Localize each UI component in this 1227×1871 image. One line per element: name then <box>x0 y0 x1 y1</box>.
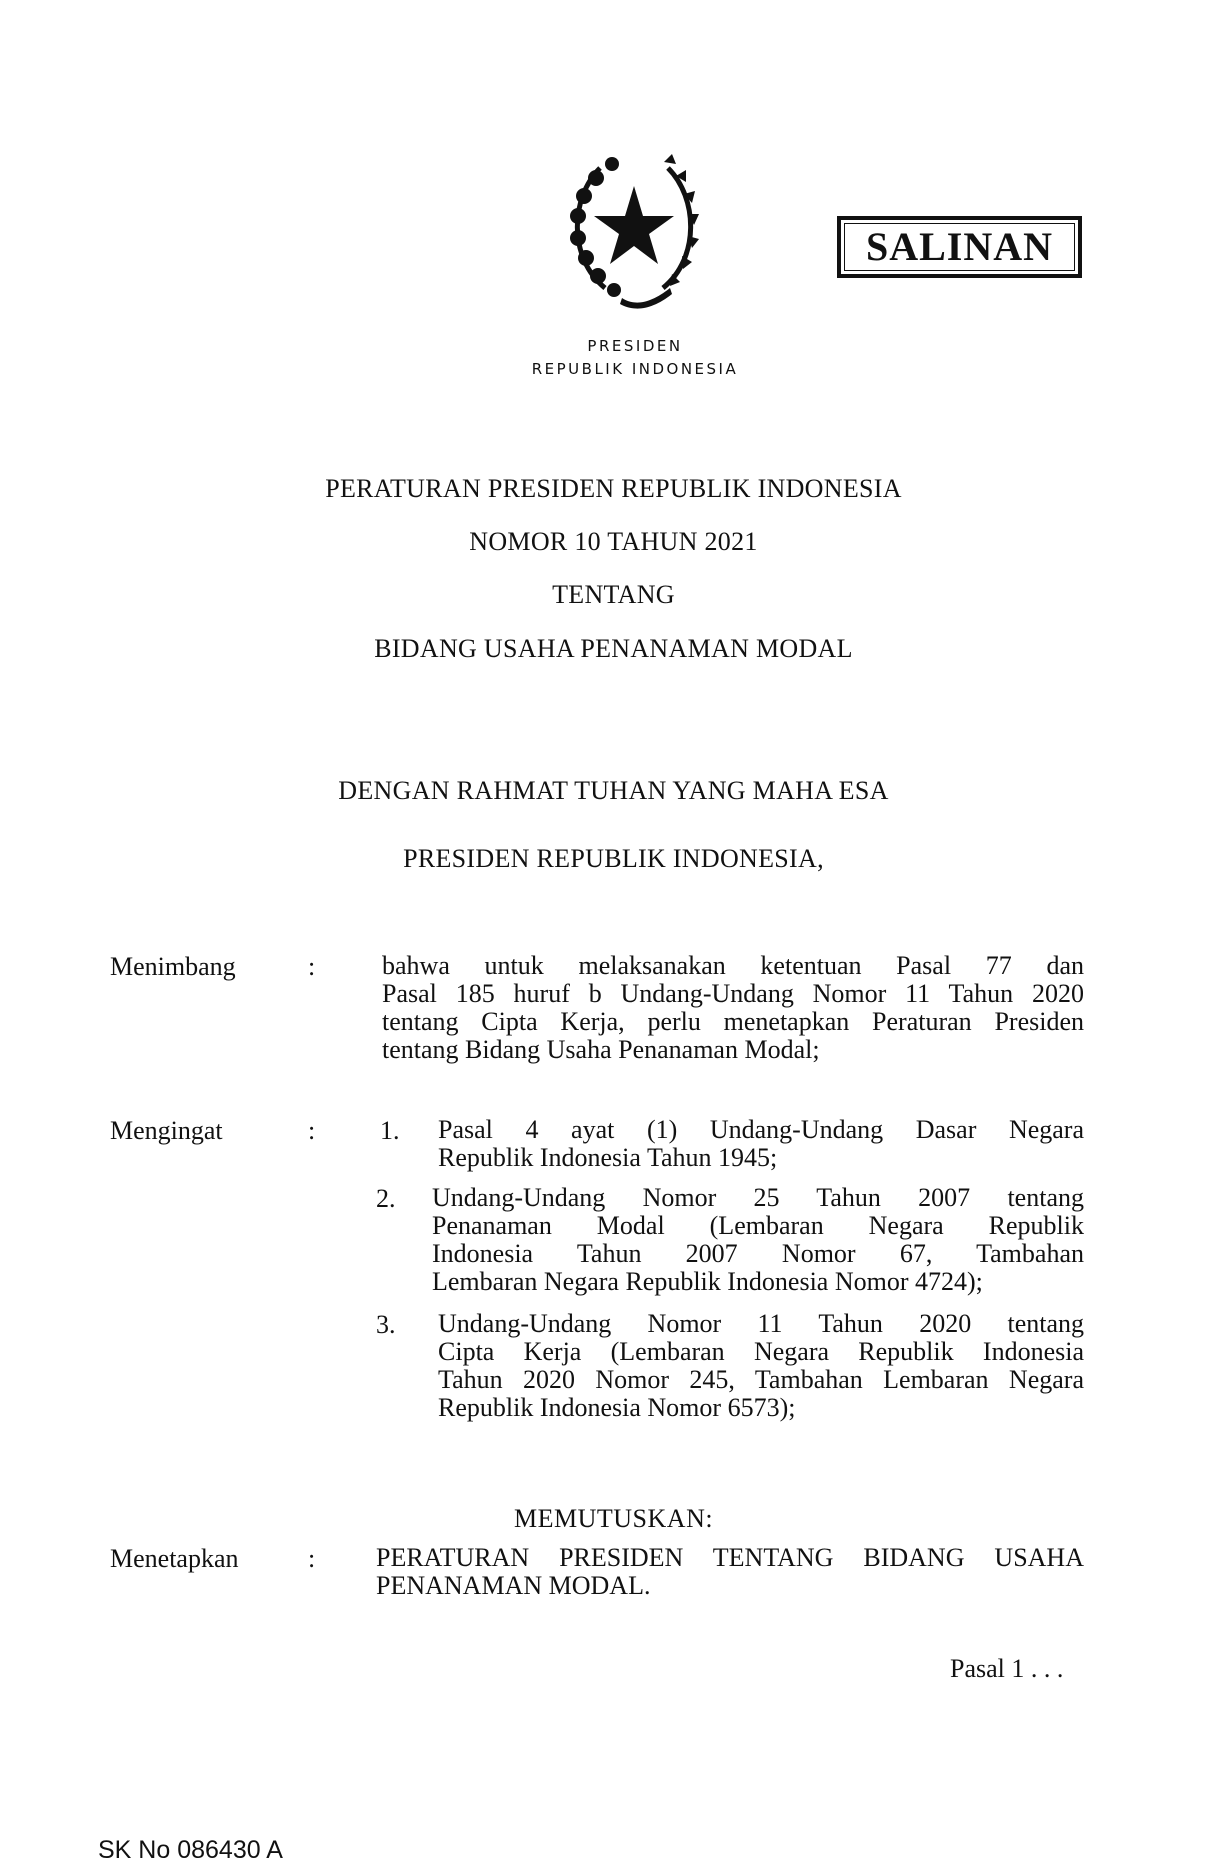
garuda-star-seal-icon <box>560 148 708 313</box>
mengingat-item-3 <box>438 1310 1084 1422</box>
menimbang-line: Pasal 185 huruf b Undang-Undang Nomor 11 Tahun 2020 <box>382 979 1084 1008</box>
mengingat-item-line: Pasal 4 ayat (1) Undang-Undang Dasar Negara <box>438 1115 1084 1144</box>
menimbang-line: bahwa untuk melaksanakan ketentuan Pasal 77 dan <box>382 951 1084 980</box>
mengingat-item-line: Undang-Undang Nomor 25 Tahun 2007 tentang <box>432 1183 1084 1212</box>
issuer-line-1: PRESIDEN <box>587 337 683 355</box>
mengingat-item-2-number: 2. <box>376 1184 396 1213</box>
document-title: PERATURAN PRESIDEN REPUBLIK INDONESIA <box>325 474 902 503</box>
menimbang-text <box>382 952 1084 1064</box>
document-tentang: TENTANG <box>552 580 675 609</box>
mengingat-item-line: Penanaman Modal (Lembaran Negara Republik <box>432 1211 1084 1240</box>
mengingat-item-line: Indonesia Tahun 2007 Nomor 67, Tambahan <box>432 1239 1084 1268</box>
mengingat-item-line: Cipta Kerja (Lembaran Negara Republik Indonesia <box>438 1337 1084 1366</box>
preamble-line-2: PRESIDEN REPUBLIK INDONESIA, <box>403 844 824 873</box>
menimbang-colon: : <box>308 952 316 981</box>
issuer-line-2: REPUBLIK INDONESIA <box>531 360 739 378</box>
document-number: NOMOR 10 TAHUN 2021 <box>469 527 758 556</box>
mengingat-item-line: Undang-Undang Nomor 11 Tahun 2020 tentang <box>438 1309 1084 1338</box>
menetapkan-colon: : <box>308 1544 316 1573</box>
menetapkan-line: PERATURAN PRESIDEN TENTANG BIDANG USAHA <box>376 1543 1084 1572</box>
mengingat-item-3-number: 3. <box>376 1310 396 1339</box>
mengingat-item-2 <box>432 1184 1084 1296</box>
next-page-catchword: Pasal 1 . . . <box>950 1654 1064 1683</box>
mengingat-item-line: Republik Indonesia Tahun 1945; <box>438 1143 778 1172</box>
menetapkan-line: PENANAMAN MODAL. <box>376 1571 651 1600</box>
mengingat-item-1 <box>438 1116 1084 1172</box>
mengingat-item-line: Tahun 2020 Nomor 245, Tambahan Lembaran Negara <box>438 1365 1084 1394</box>
issuer-block <box>440 335 830 381</box>
mengingat-item-line: Lembaran Negara Republik Indonesia Nomor 4724); <box>432 1267 983 1296</box>
menimbang-label: Menimbang <box>110 952 236 981</box>
mengingat-colon: : <box>308 1116 316 1145</box>
menimbang-line: tentang Cipta Kerja, perlu menetapkan Peraturan Presiden <box>382 1007 1084 1036</box>
menetapkan-text <box>376 1544 1084 1600</box>
salinan-stamp: SALINAN <box>837 216 1082 278</box>
menetapkan-label: Menetapkan <box>110 1544 239 1573</box>
memutuskan-heading: MEMUTUSKAN: <box>514 1504 714 1533</box>
mengingat-item-line: Republik Indonesia Nomor 6573); <box>438 1393 796 1422</box>
preamble-line-1: DENGAN RAHMAT TUHAN YANG MAHA ESA <box>338 776 889 805</box>
mengingat-label: Mengingat <box>110 1116 223 1145</box>
document-subject: BIDANG USAHA PENANAMAN MODAL <box>374 634 853 663</box>
mengingat-item-1-number: 1. <box>380 1116 400 1145</box>
menimbang-line: tentang Bidang Usaha Penanaman Modal; <box>382 1035 820 1064</box>
document-code: SK No 086430 A <box>98 1836 283 1864</box>
